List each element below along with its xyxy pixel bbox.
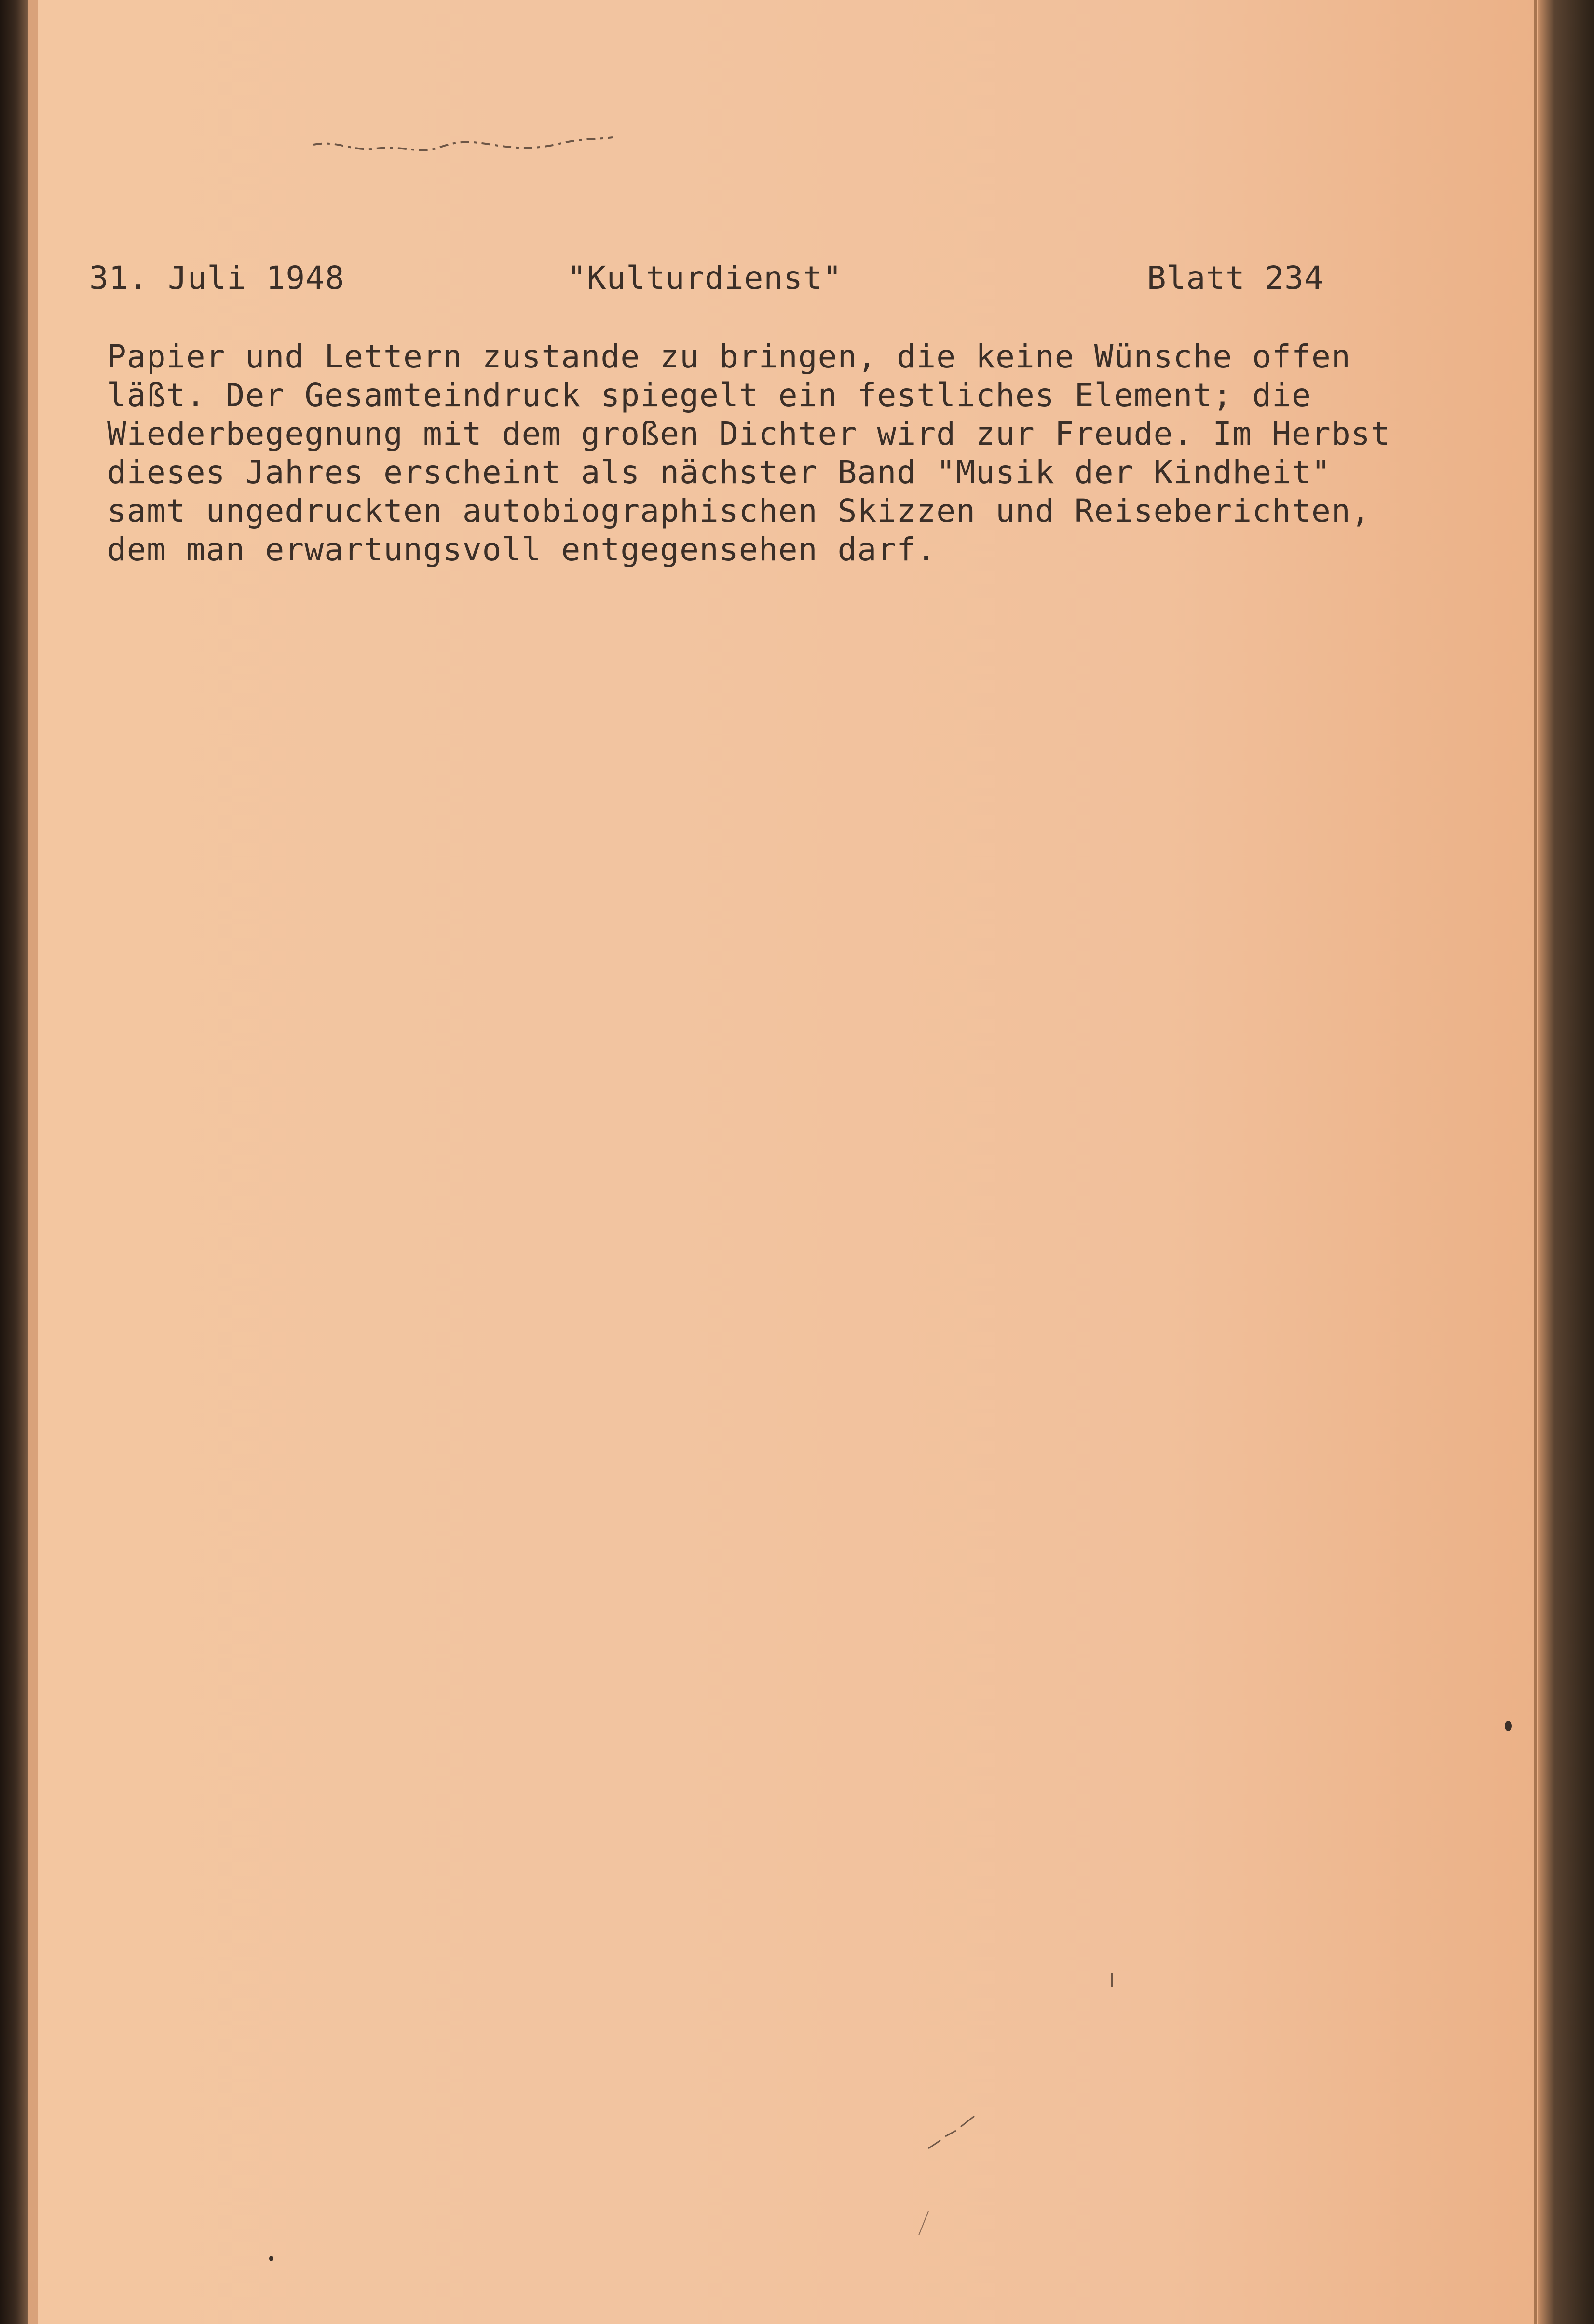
body-line: samt ungedruckten autobiographischen Skizzen und Reiseberichten,	[107, 492, 1371, 530]
body-paragraph	[107, 338, 1458, 569]
body-line: Wiederbegegnung mit dem großen Dichter wird zur Freude. Im Herbst	[107, 415, 1390, 452]
pencil-mark	[914, 2209, 933, 2238]
pencil-scribble	[309, 130, 617, 164]
body-line: Papier und Lettern zustande zu bringen, die keine Wünsche offen	[107, 338, 1351, 375]
body-line: dem man erwartungsvoll entgegensehen darf.	[107, 531, 937, 568]
underlying-sheet-edge	[28, 0, 38, 2324]
book-binding-edge	[0, 0, 28, 2324]
page-right-edge	[1534, 0, 1537, 2324]
header-date: 31. Juli 1948	[89, 259, 345, 297]
background-right-edge	[1538, 0, 1594, 2324]
header-title: "Kulturdienst"	[567, 259, 843, 297]
paper-mark	[1111, 1973, 1113, 1987]
body-line: läßt. Der Gesamteindruck spiegelt ein festliches Element; die	[107, 377, 1312, 414]
body-line: dieses Jahres erscheint als nächster Band "Musik der Kindheit"	[107, 454, 1331, 491]
ink-dot	[1505, 1721, 1512, 1731]
pencil-mark	[926, 2112, 979, 2151]
header-sheet-number: Blatt 234	[1147, 259, 1324, 297]
ink-dot	[269, 2256, 273, 2261]
